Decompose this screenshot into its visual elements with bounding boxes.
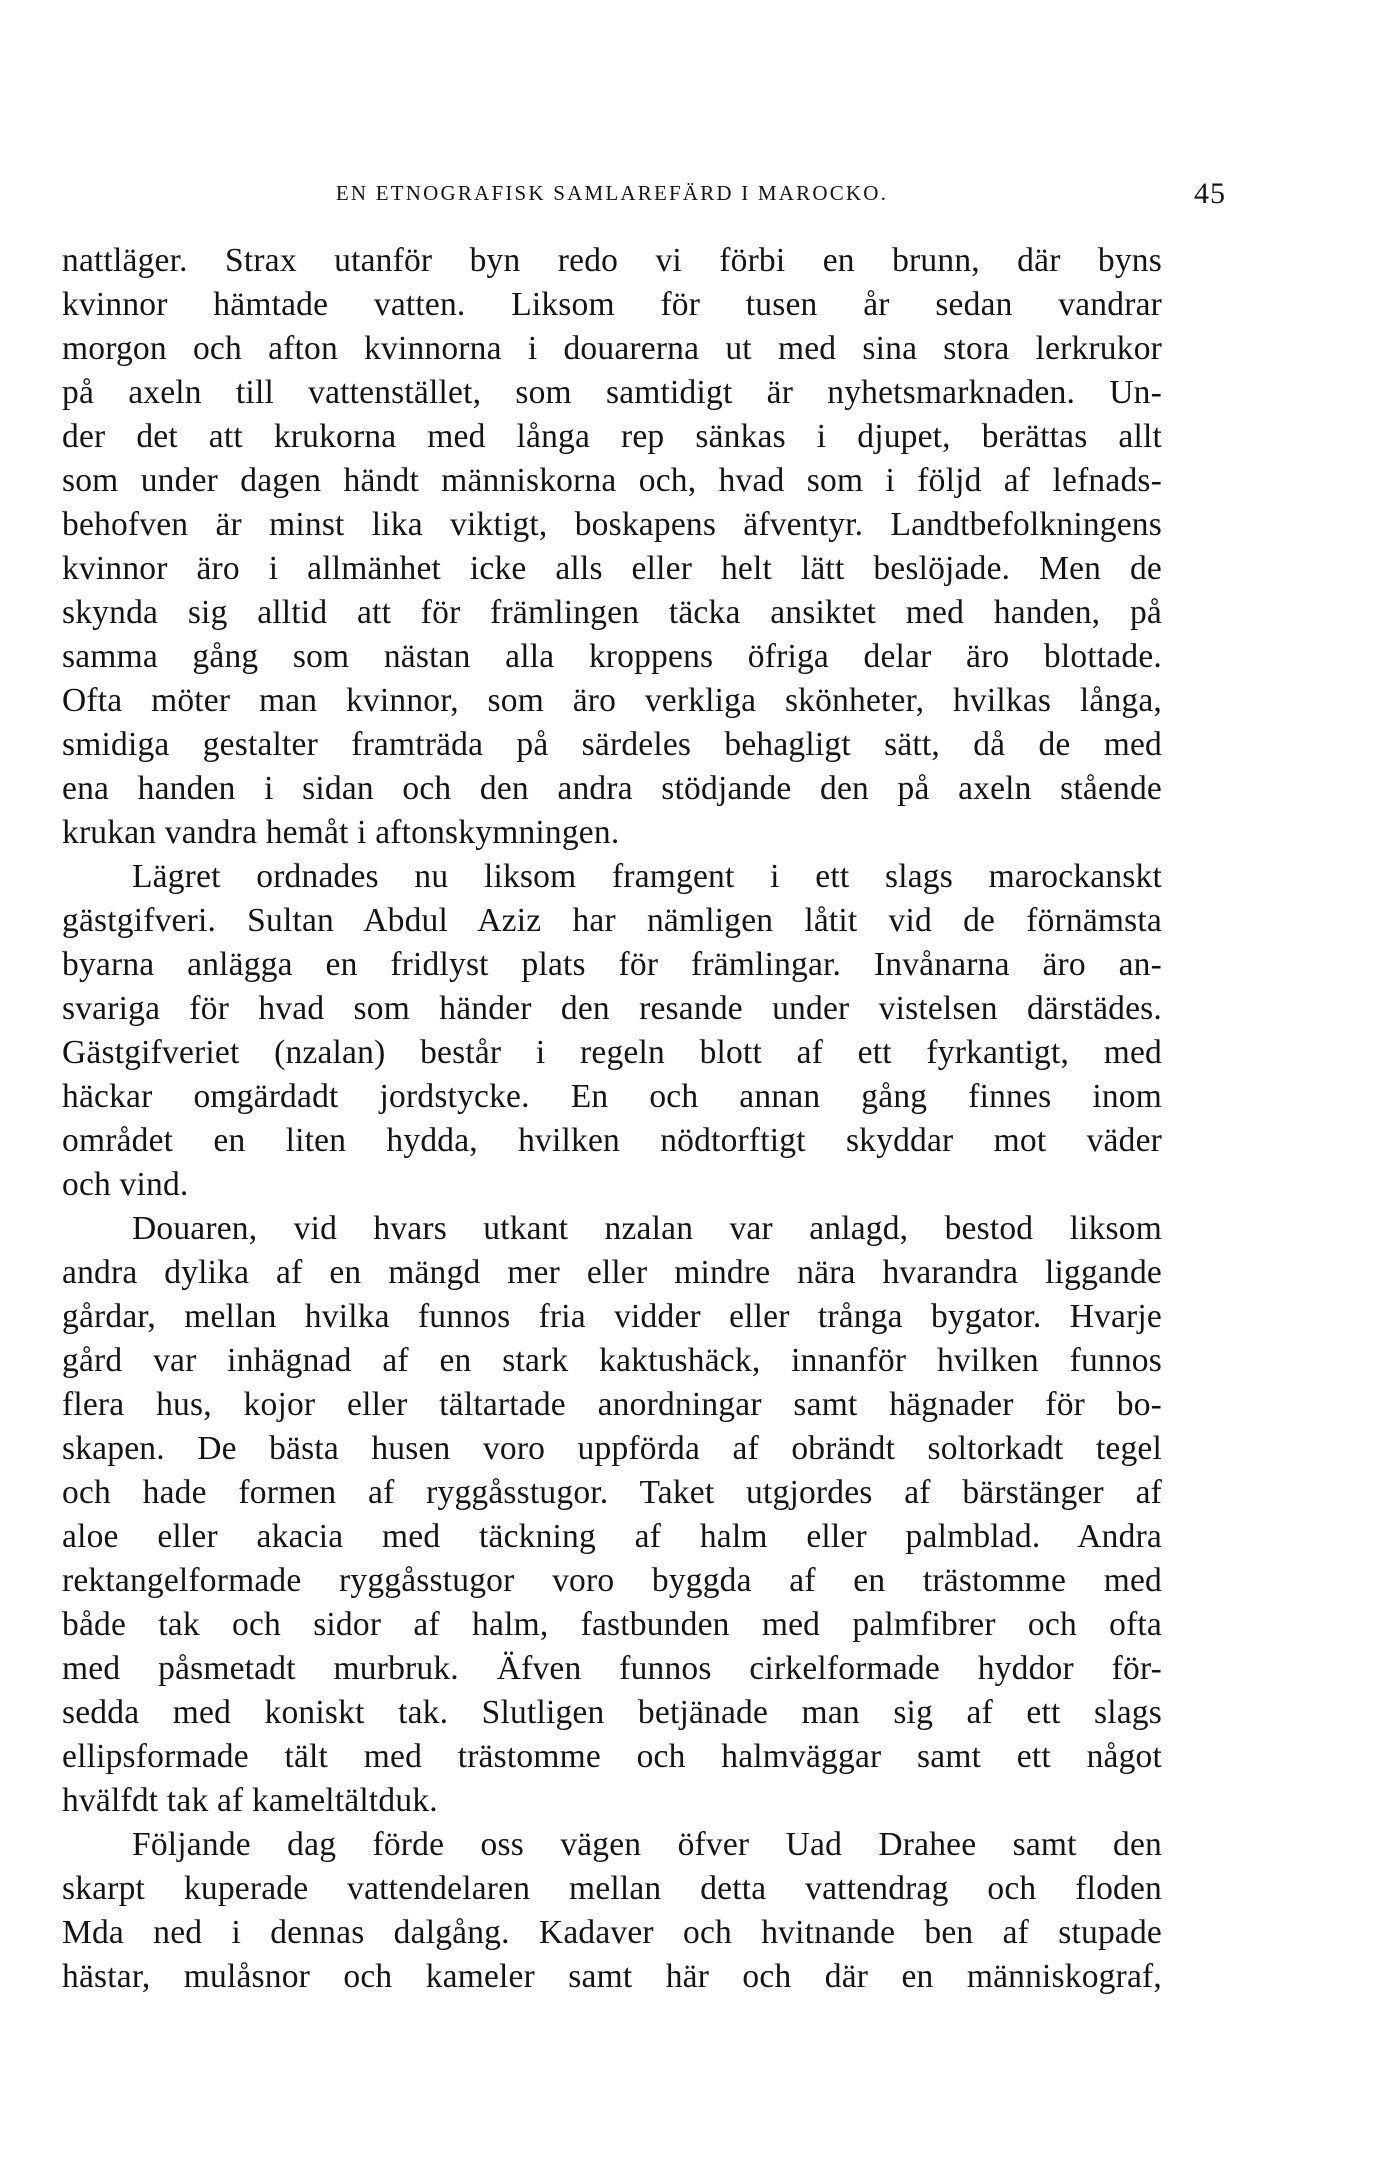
text-line: Ofta möter man kvinnor, som äro verkliga skönheter, hvilkas långa,	[62, 682, 1162, 719]
text-line: gård var inhägnad af en stark kaktushäck, innanför hvilken funnos	[62, 1342, 1162, 1379]
text-line: rektangelformade ryggåsstugor voro byggda af en trästomme med	[62, 1562, 1162, 1599]
text-line: området en liten hydda, hvilken nödtorftigt skyddar mot väder	[62, 1122, 1162, 1159]
text-line: behofven är minst lika viktigt, boskapens äfventyr. Landtbefolkningens	[62, 506, 1162, 543]
text-line: aloe eller akacia med täckning af halm eller palmblad. Andra	[62, 1518, 1162, 1555]
text-line: kvinnor äro i allmänhet icke alls eller helt lätt beslöjade. Men de	[62, 550, 1162, 587]
body-text	[62, 239, 1162, 1999]
text-line: byarna anlägga en fridlyst plats för främlingar. Invånarna äro an-	[62, 946, 1162, 983]
text-line: krukan vandra hemåt i aftonskymningen.	[62, 814, 620, 851]
text-line: Gästgifveriet (nzalan) består i regeln blott af ett fyrkantigt, med	[62, 1034, 1162, 1071]
text-line: skarpt kuperade vattendelaren mellan detta vattendrag och floden	[62, 1870, 1162, 1907]
text-line: Lägret ordnades nu liksom framgent i ett slags marockanskt	[132, 858, 1162, 895]
paragraph-2	[62, 855, 1162, 1207]
text-line: smidiga gestalter framträda på särdeles behagligt sätt, då de med	[62, 726, 1162, 763]
paragraph-4	[62, 1823, 1162, 1999]
text-line: och hade formen af ryggåsstugor. Taket utgjordes af bärstänger af	[62, 1474, 1162, 1511]
text-line: hästar, mulåsnor och kameler samt här och där en människograf,	[62, 1958, 1162, 1995]
page-number: 45	[1194, 177, 1226, 210]
text-line: sedda med koniskt tak. Slutligen betjänade man sig af ett slags	[62, 1694, 1162, 1731]
text-line: svariga för hvad som händer den resande under vistelsen därstädes.	[62, 990, 1162, 1027]
text-line: som under dagen händt människorna och, hvad som i följd af lefnads-	[62, 462, 1162, 499]
text-line: häckar omgärdadt jordstycke. En och annan gång finnes inom	[62, 1078, 1162, 1115]
text-line: Mda ned i dennas dalgång. Kadaver och hvitnande ben af stupade	[62, 1914, 1162, 1951]
text-line: hvälfdt tak af kameltältduk.	[62, 1782, 438, 1819]
running-title: EN ETNOGRAFISK SAMLAREFÄRD I MAROCKO.	[335, 181, 889, 205]
text-line: gårdar, mellan hvilka funnos fria vidder eller trånga bygator. Hvarje	[62, 1298, 1162, 1335]
text-line: skapen. De bästa husen voro uppförda af obrändt soltorkadt tegel	[62, 1430, 1162, 1467]
text-line: skynda sig alltid att för främlingen täcka ansiktet med handen, på	[62, 594, 1162, 631]
text-line: på axeln till vattenstället, som samtidigt är nyhetsmarknaden. Un-	[62, 374, 1162, 411]
text-line: med påsmetadt murbruk. Äfven funnos cirkelformade hyddor för-	[62, 1650, 1162, 1687]
text-line: och vind.	[62, 1166, 189, 1203]
paragraph-1	[62, 239, 1162, 855]
text-line: der det att krukorna med långa rep sänkas i djupet, berättas allt	[62, 418, 1162, 455]
paragraph-3	[62, 1207, 1162, 1823]
text-line: kvinnor hämtade vatten. Liksom för tusen år sedan vandrar	[62, 286, 1162, 323]
text-line: flera hus, kojor eller tältartade anordningar samt hägnader för bo-	[62, 1386, 1162, 1423]
text-line: andra dylika af en mängd mer eller mindre nära hvarandra liggande	[62, 1254, 1162, 1291]
text-line: både tak och sidor af halm, fastbunden med palmfibrer och ofta	[62, 1606, 1162, 1643]
text-line: morgon och afton kvinnorna i douarerna ut med sina stora lerkrukor	[62, 330, 1162, 367]
text-line: gästgifveri. Sultan Abdul Aziz har nämligen låtit vid de förnämsta	[62, 902, 1162, 939]
text-line: samma gång som nästan alla kroppens öfriga delar äro blottade.	[62, 638, 1162, 675]
text-line: nattläger. Strax utanför byn redo vi förbi en brunn, där byns	[62, 242, 1162, 279]
running-header	[62, 177, 1226, 218]
text-line: ena handen i sidan och den andra stödjande den på axeln stående	[62, 770, 1162, 807]
text-line: Följande dag förde oss vägen öfver Uad Drahee samt den	[132, 1826, 1162, 1863]
text-line: ellipsformade tält med trästomme och halmväggar samt ett något	[62, 1738, 1162, 1775]
text-line: Douaren, vid hvars utkant nzalan var anlagd, bestod liksom	[132, 1210, 1162, 1247]
